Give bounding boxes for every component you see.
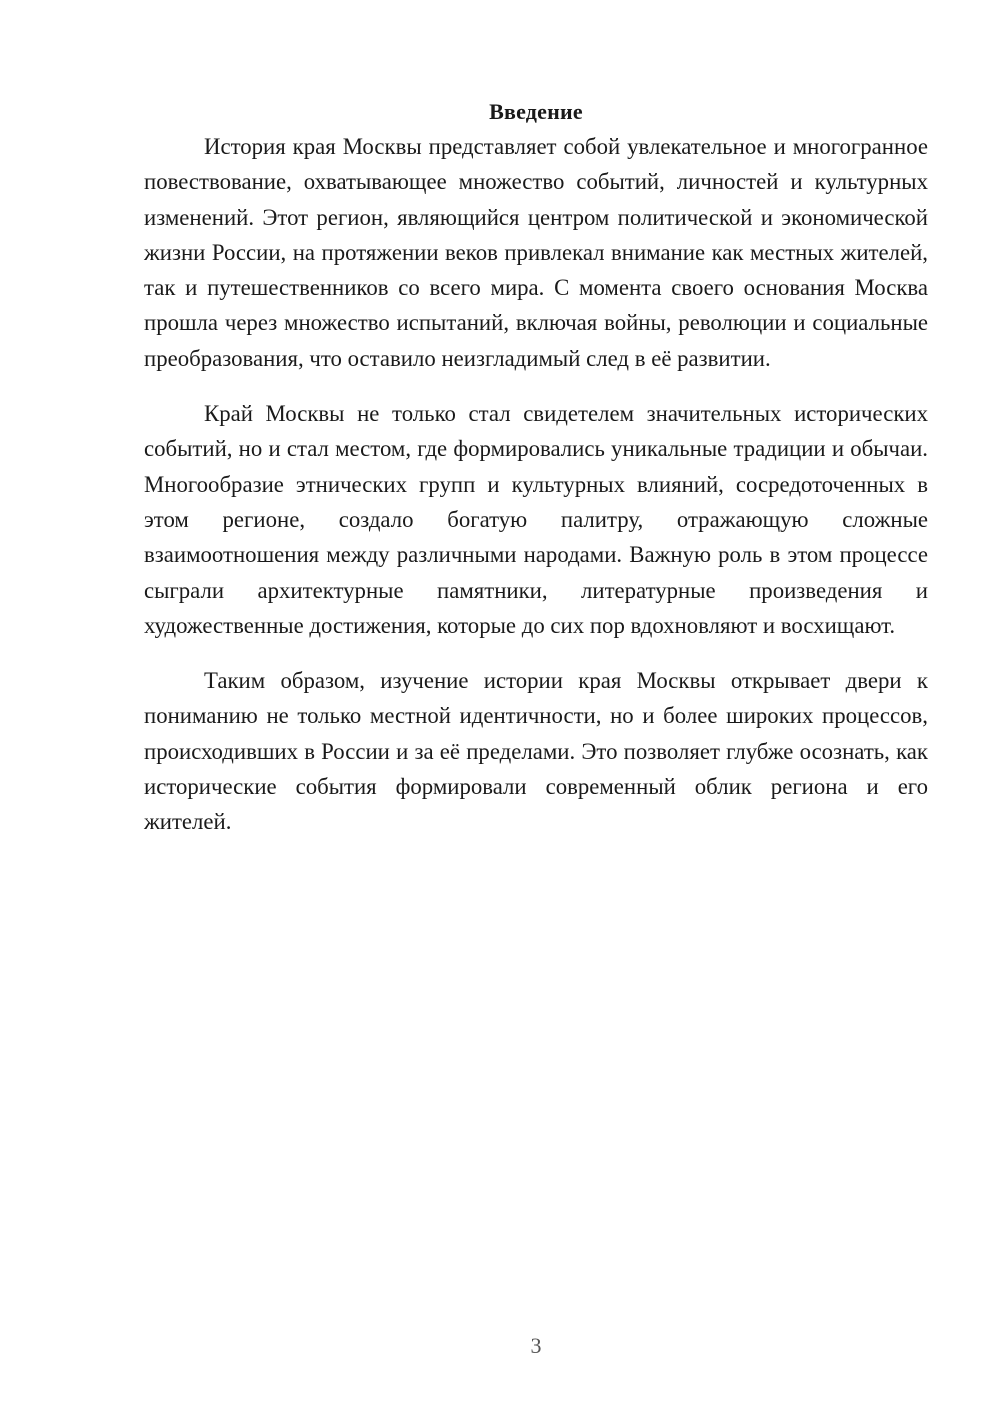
paragraph-3: Таким образом, изучение истории края Москвы открывает двери к пониманию не только местной идентичности, но и более широких процессов, происходивших в России и за её пределами. Это позволяет глубже осознать, как исторические события формировали современный облик региона и его жителей. (144, 668, 928, 835)
paragraph-2: Край Москвы не только стал свидетелем значительных исторических событий, но и стал местом, где формировались уникальные традиции и обычаи. Многообразие этнических групп и культурных влияний, сосредоточенных в этом регионе, создало богатую палитру, отражающую сложные взаимоотношения между различными народами. Важную роль в этом процессе сыграли архитектурные памятники, литературные произведения и художественные достижения, которые до сих пор вдохновляют и восхищают. (144, 401, 928, 638)
page-content (144, 94, 928, 840)
page-number: 3 (530, 1333, 542, 1358)
section-title: Введение (489, 99, 583, 124)
paragraph-1: История края Москвы представляет собой увлекательное и многогранное повествование, охватывающее множество событий, личностей и культурных изменений. Этот регион, являющийся центром политической и экономической жизни России, на протяжении веков привлекал внимание как местных жителей, так и путешественников со всего мира. С момента своего основания Москва прошла через множество испытаний, включая войны, революции и социальные преобразования, что оставило неизгладимый след в её развитии. (144, 134, 928, 371)
